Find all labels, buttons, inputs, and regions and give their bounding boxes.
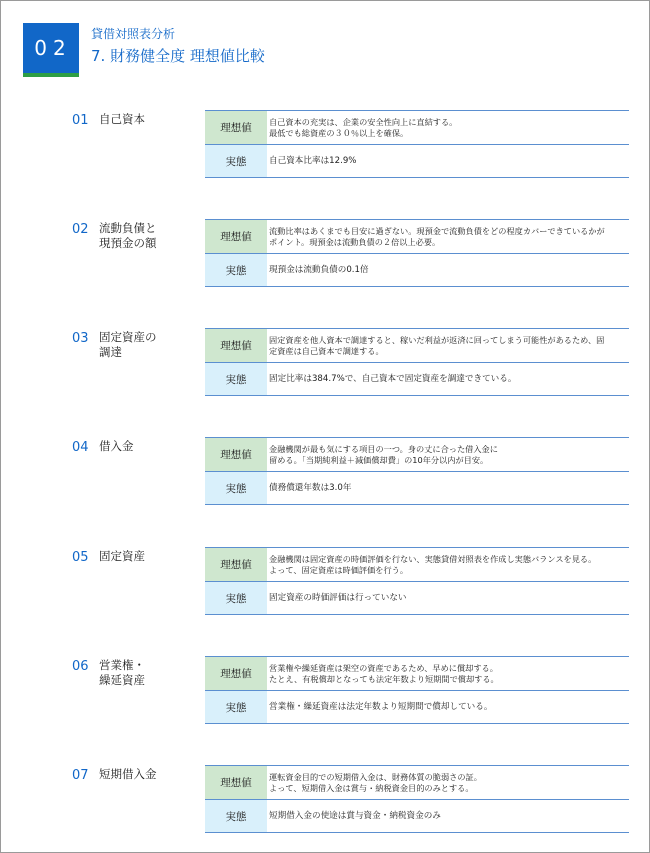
section-number: 07 [72, 768, 89, 783]
section-title: 自己資本 [99, 112, 145, 126]
actual-label: 実態 [205, 582, 267, 614]
ideal-row [205, 438, 629, 471]
ideal-text: 自己資本の充実は、企業の安全性向上に直結する。 最低でも総資産の３０％以上を確保。 [269, 116, 458, 138]
section-title: 短期借入金 [99, 767, 157, 781]
actual-label: 実態 [205, 254, 267, 286]
actual-row [205, 471, 629, 504]
section-borrowings [1, 437, 649, 517]
actual-row [205, 362, 629, 395]
comparison-table [205, 219, 629, 287]
actual-text: 固定資産の時価評価は行っていない [269, 592, 407, 603]
ideal-row [205, 329, 629, 362]
ideal-label: 理想値 [205, 220, 267, 253]
actual-label: 実態 [205, 363, 267, 395]
ideal-label: 理想値 [205, 329, 267, 362]
ideal-label: 理想値 [205, 766, 267, 799]
section-fixed-assets [1, 547, 649, 627]
page-title: 7. 財務健全度 理想値比較 [91, 47, 265, 65]
ideal-row [205, 111, 629, 144]
comparison-table [205, 110, 629, 178]
section-number: 05 [72, 550, 89, 565]
actual-row [205, 690, 629, 723]
ideal-text: 流動比率はあくまでも目安に過ぎない。現預金で流動負債をどの程度カバーできているかが ポイント。現預金は流動負債の２倍以上必要。 [269, 225, 605, 247]
ideal-text: 営業権や繰延資産は架空の資産であるため、早めに償却する。 たとえ、有税償却となっても法定年数より短期間で償却する。 [269, 662, 499, 684]
comparison-table [205, 437, 629, 505]
comparison-table [205, 328, 629, 396]
actual-text: 固定比率は384.7%で、自己資本で固定資産を調達できている。 [269, 373, 517, 384]
section-number: 06 [72, 659, 89, 674]
comparison-table [205, 765, 629, 833]
ideal-row [205, 766, 629, 799]
actual-label: 実態 [205, 800, 267, 832]
actual-text: 営業権・繰延資産は法定年数より短期間で償却している。 [269, 701, 493, 712]
actual-row [205, 581, 629, 614]
section-title: 固定資産の 調達 [99, 330, 157, 359]
actual-text: 現預金は流動負債の0.1倍 [269, 264, 369, 275]
ideal-text: 金融機関は固定資産の時価評価を行ない、実態貸借対照表を作成し実態バランスを見る。 よって、固定資産は時価評価を行う。 [269, 553, 597, 575]
section-title: 固定資産 [99, 549, 145, 563]
section-goodwill-deferred [1, 656, 649, 736]
ideal-row [205, 548, 629, 581]
actual-text: 自己資本比率は12.9% [269, 155, 357, 166]
ideal-label: 理想値 [205, 111, 267, 144]
section-number: 04 [72, 440, 89, 455]
actual-text: 短期借入金の使途は賞与資金・納税資金のみ [269, 810, 441, 821]
ideal-text: 金融機関が最も気にする項目の一つ。身の丈に合った借入金に 留める。「当期純利益＋減価償却費」の10年分以内が目安。 [269, 443, 498, 465]
chapter-category: 貸借対照表分析 [91, 27, 176, 41]
section-fixed-asset-funding [1, 328, 649, 408]
section-title: 営業権・ 繰延資産 [99, 658, 145, 687]
section-number: 02 [72, 222, 89, 237]
section-short-term-borrowings [1, 765, 649, 845]
section-title: 流動負債と 現預金の額 [99, 221, 157, 250]
ideal-text: 運転資金目的での短期借入金は、財務体質の脆弱さの証。 よって、短期借入金は賞与・納税資金目的のみとする。 [269, 771, 482, 793]
ideal-text: 固定資産を他人資本で調達すると、稼いだ利益が返済に回ってしまう可能性があるため、固 定資産は自己資本で調達する。 [269, 334, 605, 356]
actual-row [205, 144, 629, 177]
ideal-label: 理想値 [205, 657, 267, 690]
actual-row [205, 799, 629, 832]
ideal-row [205, 657, 629, 690]
section-title: 借入金 [99, 439, 134, 453]
section-equity [1, 110, 649, 190]
ideal-label: 理想値 [205, 438, 267, 471]
actual-label: 実態 [205, 472, 267, 504]
chapter-badge: 02 [23, 23, 79, 73]
section-number: 03 [72, 331, 89, 346]
section-number: 01 [72, 113, 89, 128]
actual-label: 実態 [205, 145, 267, 177]
comparison-table [205, 547, 629, 615]
badge-accent-bar [23, 73, 79, 77]
ideal-label: 理想値 [205, 548, 267, 581]
actual-label: 実態 [205, 691, 267, 723]
comparison-table [205, 656, 629, 724]
actual-text: 債務償還年数は3.0年 [269, 482, 352, 493]
section-current-liabilities [1, 219, 649, 299]
ideal-row [205, 220, 629, 253]
actual-row [205, 253, 629, 286]
